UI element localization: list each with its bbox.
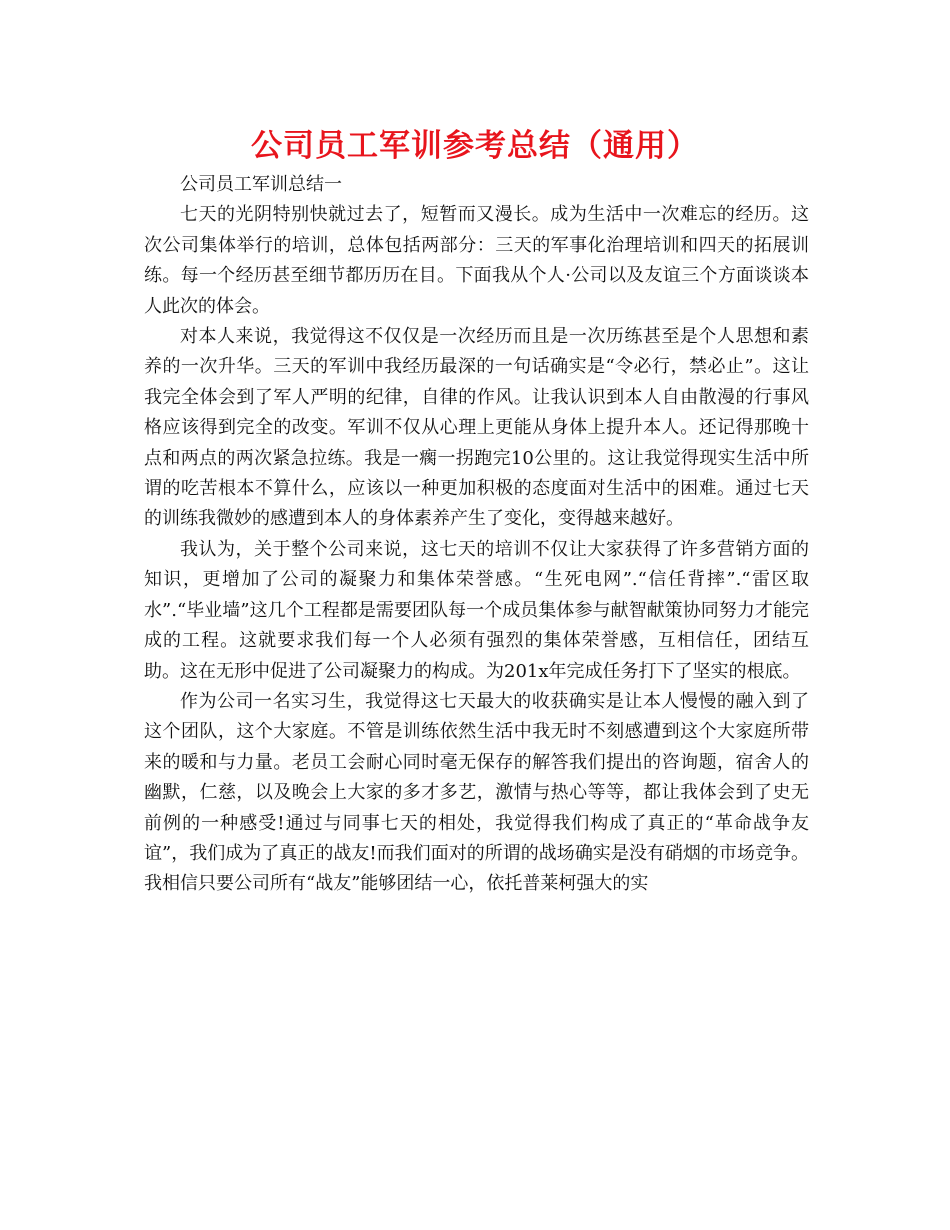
document-title: 公司员工军训参考总结（通用） — [251, 128, 699, 164]
paragraph: 作为公司一名实习生，我觉得这七天最大的收获确实是让本人慢慢的融入到了这个团队，这个大家庭。不管是训练依然生活中我无时不刻感遭到这个大家庭所带来的暖和与力量。老员工会耐心同时毫无保存的解答我们提出的咨询题，宿舍人的幽默，仁慈，以及晚会上大家的多才多艺，激情与热心等等，都让我体会到了史无前例的一种感受!通过与同事七天的相处，我觉得我们构成了真正的“革命战争友谊”，我们成为了真正的战友!而我们面对的所谓的战场确实是没有硝烟的市场竞争。我相信只要公司所有“战友”能够团结一心，依托普莱柯强大的实 — [144, 690, 809, 895]
paragraph: 对本人来说，我觉得这不仅仅是一次经历而且是一次历练甚至是个人思想和素养的一次升华。三天的军训中我经历最深的一句话确实是“令必行，禁必止”。这让我完全体会到了军人严明的纪律，自律的作风。让我认识到本人自由散漫的行事风格应该得到完全的改变。军训不仅从心理上更能从身体上提升本人。还记得那晚十点和两点的两次紧急拉练。我是一瘸一拐跑完10公里的。这让我觉得现实生活中所谓的吃苦根本不算什么，应该以一种更加积极的态度面对生活中的困难。通过七天的训练我微妙的感遭到本人的身体素养产生了变化，变得越来越好。 — [144, 326, 809, 530]
paragraph: 七天的光阴特别快就过去了，短暂而又漫长。成为生活中一次难忘的经历。这次公司集体举行的培训，总体包括两部分：三天的军事化治理培训和四天的拓展训练。每一个经历甚至细节都历历在目。下面我从个人·公司以及友谊三个方面谈谈本人此次的体会。 — [144, 204, 809, 317]
document-body — [144, 170, 809, 900]
paragraph: 我认为，关于整个公司来说，这七天的培训不仅让大家获得了许多营销方面的知识，更增加了公司的凝聚力和集体荣誉感。“生死电网”.“信任背摔”.“雷区取水”.“毕业墙”这几个工程都是需要团队每一个成员集体参与献智献策协同努力才能完成的工程。这就要求我们每一个人必须有强烈的集体荣誉感，互相信任，团结互助。这在无形中促进了公司凝聚力的构成。为201x年完成任务打下了坚实的根底。 — [144, 538, 809, 682]
document-subtitle: 公司员工军训总结一 — [180, 174, 342, 195]
